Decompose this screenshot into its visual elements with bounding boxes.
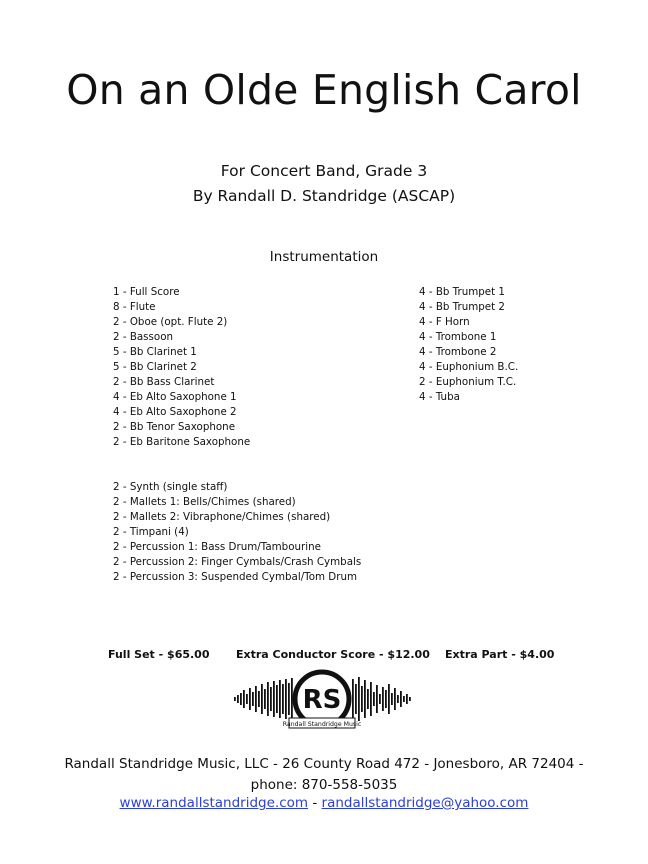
instrumentation-heading: Instrumentation: [269, 249, 379, 265]
list-item: 4 - Bb Trumpet 1: [419, 286, 505, 298]
list-item: 5 - Bb Clarinet 2: [113, 361, 197, 373]
list-item: 2 - Timpani (4): [113, 526, 189, 538]
soundwave-bar: [373, 692, 375, 706]
soundwave-bar: [246, 694, 248, 704]
soundwave-bar: [409, 697, 411, 701]
list-item: 2 - Oboe (opt. Flute 2): [113, 316, 228, 328]
list-item: 4 - F Horn: [419, 316, 470, 328]
price-full-set: Full Set - $65.00: [108, 648, 210, 661]
soundwave-bar: [258, 691, 260, 707]
footer-address: Randall Standridge Music, LLC - 26 County Road 472 - Jonesboro, AR 72404 -: [64, 756, 584, 772]
soundwave-bar: [379, 694, 381, 704]
soundwave-bar: [406, 694, 408, 704]
footer-links: [0, 795, 648, 811]
soundwave-left-icon: [234, 678, 293, 720]
brass-list: [419, 285, 518, 405]
soundwave-bar: [234, 697, 236, 701]
subtitle-ensemble-grade: For Concert Band, Grade 3: [220, 162, 428, 180]
soundwave-bar: [397, 695, 399, 703]
soundwave-bar: [355, 684, 357, 714]
soundwave-bar: [364, 680, 366, 718]
soundwave-bar: [273, 681, 275, 717]
list-item: 2 - Mallets 2: Vibraphone/Chimes (shared): [113, 511, 331, 523]
soundwave-bar: [261, 684, 263, 714]
list-item: 4 - Tuba: [419, 391, 460, 403]
logo-banner: Randall Standridge Music: [282, 721, 362, 728]
soundwave-bar: [255, 686, 257, 712]
soundwave-bar: [388, 684, 390, 714]
soundwave-bar: [376, 685, 378, 713]
email-link[interactable]: randallstandridge@yahoo.com: [321, 795, 529, 811]
list-item: 4 - Bb Trumpet 2: [419, 301, 505, 313]
soundwave-bar: [382, 687, 384, 711]
soundwave-bar: [385, 690, 387, 708]
publisher-logo: [232, 668, 412, 734]
soundwave-bar: [352, 679, 354, 719]
soundwave-bar: [267, 682, 269, 716]
logo-initials: RS: [302, 685, 342, 715]
price-extra-score: Extra Conductor Score - $12.00: [236, 648, 430, 661]
soundwave-bar: [279, 680, 281, 718]
soundwave-bar: [264, 689, 266, 709]
soundwave-bar: [361, 686, 363, 712]
list-item: 4 - Trombone 2: [419, 346, 497, 358]
list-item: 2 - Bb Bass Clarinet: [113, 376, 215, 388]
list-item: 2 - Percussion 1: Bass Drum/Tambourine: [113, 541, 321, 553]
list-item: 8 - Flute: [113, 301, 156, 313]
soundwave-bar: [249, 688, 251, 710]
soundwave-bar: [237, 695, 239, 703]
page-title: On an Olde English Carol: [66, 66, 582, 114]
soundwave-bar: [288, 683, 290, 715]
list-item: 2 - Eb Baritone Saxophone: [113, 436, 251, 448]
soundwave-right-icon: [352, 677, 411, 721]
list-item: 2 - Percussion 3: Suspended Cymbal/Tom Drum: [113, 571, 358, 583]
soundwave-bar: [367, 689, 369, 709]
list-item: 1 - Full Score: [113, 286, 180, 298]
price-extra-part: Extra Part - $4.00: [445, 648, 555, 661]
soundwave-bar: [243, 690, 245, 708]
soundwave-bar: [403, 696, 405, 702]
list-item: 2 - Percussion 2: Finger Cymbals/Crash Cymbals: [113, 556, 362, 568]
list-item: 5 - Bb Clarinet 1: [113, 346, 197, 358]
soundwave-bar: [240, 693, 242, 705]
list-item: 2 - Bb Tenor Saxophone: [113, 421, 236, 433]
soundwave-bar: [391, 693, 393, 705]
soundwave-bar: [276, 685, 278, 713]
list-item: 2 - Synth (single staff): [113, 481, 228, 493]
list-item: 4 - Trombone 1: [419, 331, 497, 343]
woodwinds-list: [113, 285, 250, 450]
list-item: 2 - Euphonium T.C.: [419, 376, 517, 388]
soundwave-bar: [358, 677, 360, 721]
list-item: 2 - Bassoon: [113, 331, 174, 343]
soundwave-bar: [252, 692, 254, 706]
list-item: 2 - Mallets 1: Bells/Chimes (shared): [113, 496, 296, 508]
soundwave-bar: [270, 687, 272, 711]
soundwave-bar: [370, 682, 372, 716]
footer-separator: -: [308, 795, 322, 811]
list-item: 4 - Eb Alto Saxophone 1: [113, 391, 237, 403]
soundwave-bar: [400, 691, 402, 707]
soundwave-bar: [394, 688, 396, 710]
footer-phone: phone: 870-558-5035: [250, 777, 398, 793]
website-link[interactable]: www.randallstandridge.com: [119, 795, 309, 811]
list-item: 4 - Eb Alto Saxophone 2: [113, 406, 237, 418]
list-item: 4 - Euphonium B.C.: [419, 361, 519, 373]
percussion-list: [113, 480, 361, 585]
soundwave-bar: [285, 679, 287, 719]
soundwave-bar: [282, 684, 284, 714]
subtitle-composer: By Randall D. Standridge (ASCAP): [192, 187, 456, 205]
